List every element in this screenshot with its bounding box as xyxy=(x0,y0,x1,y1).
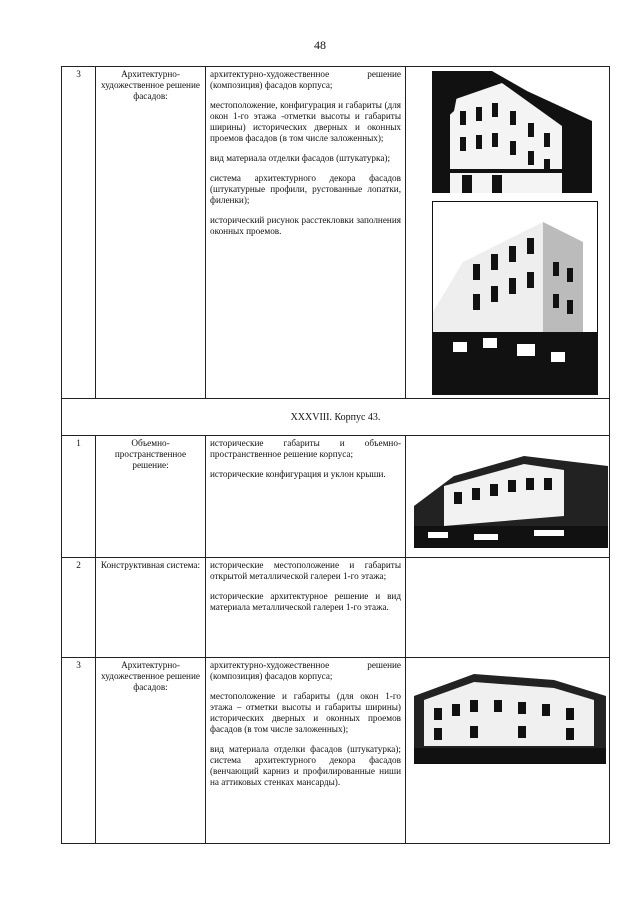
building-photo xyxy=(414,666,606,764)
photo-cell xyxy=(406,436,610,558)
photo-cell xyxy=(406,658,610,844)
row-number: 3 xyxy=(62,658,96,844)
photo-cell xyxy=(406,558,610,658)
requirement-item: исторические конфигурация и уклон крыши. xyxy=(210,469,386,479)
row-category: Объемно-пространственное решение: xyxy=(96,436,206,558)
table-row xyxy=(62,658,610,844)
row-number: 2 xyxy=(62,558,96,658)
requirement-item: архитектурно-художественное решение (композиция) фасадов корпуса; xyxy=(210,660,401,681)
requirement-item: исторические архитектурное решение и вид материала металлической галереи 1-го этажа. xyxy=(210,591,401,612)
requirements-table xyxy=(61,66,610,844)
building-photo xyxy=(414,446,608,548)
requirement-item: местоположение и габариты (для окон 1-го этажа – отметки высоты и габариты ширины) исторических дверных и оконных проемов фасадов (в том числе заложенных); xyxy=(210,691,401,734)
row-category: Архитектурно-художественное решение фасадов: xyxy=(96,658,206,844)
requirement-item: местоположение, конфигурация и габариты (для окон 1-го этажа -отметки высоты и габариты ширины) исторических дверных и оконных проемов фасадов (в том числе заложенных); xyxy=(210,100,401,143)
page-number: 48 xyxy=(314,38,326,52)
table-row xyxy=(62,558,610,658)
row-requirements xyxy=(206,658,406,844)
building-photo xyxy=(432,71,592,193)
row-requirements xyxy=(206,558,406,658)
row-number: 3 xyxy=(62,67,96,399)
row-requirements xyxy=(206,436,406,558)
section-title: XXXVIII. Корпус 43. xyxy=(62,399,610,436)
building-photo xyxy=(432,201,598,395)
requirement-item: вид материала отделки фасадов (штукатурка); xyxy=(210,153,391,163)
photo-cell xyxy=(406,67,610,399)
requirement-item: архитектурно-художественное решение (композиция) фасадов корпуса; xyxy=(210,69,401,90)
table-row xyxy=(62,67,610,399)
requirement-item: система архитектурного декора фасадов (штукатурные профили, рустованные лопатки, филенки); xyxy=(210,173,401,205)
section-header-row xyxy=(62,399,610,436)
requirement-item: исторические местоположение и габариты открытой металлической галереи 1-го этажа; xyxy=(210,560,401,581)
table-row xyxy=(62,436,610,558)
requirement-item: исторические габариты и объемно-пространственное решение корпуса; xyxy=(210,438,401,459)
row-category: Конструктивная система: xyxy=(96,558,206,658)
row-number: 1 xyxy=(62,436,96,558)
row-requirements xyxy=(206,67,406,399)
requirement-item: исторический рисунок расстекловки заполнения оконных проемов. xyxy=(210,215,401,236)
requirement-item: вид материала отделки фасадов (штукатурка); система архитектурного декора фасадов (венчающий карниз и профилированные ниши на аттиковых стенках мансарды). xyxy=(210,744,401,787)
row-category: Архитектурно-художественное решение фасадов: xyxy=(96,67,206,399)
